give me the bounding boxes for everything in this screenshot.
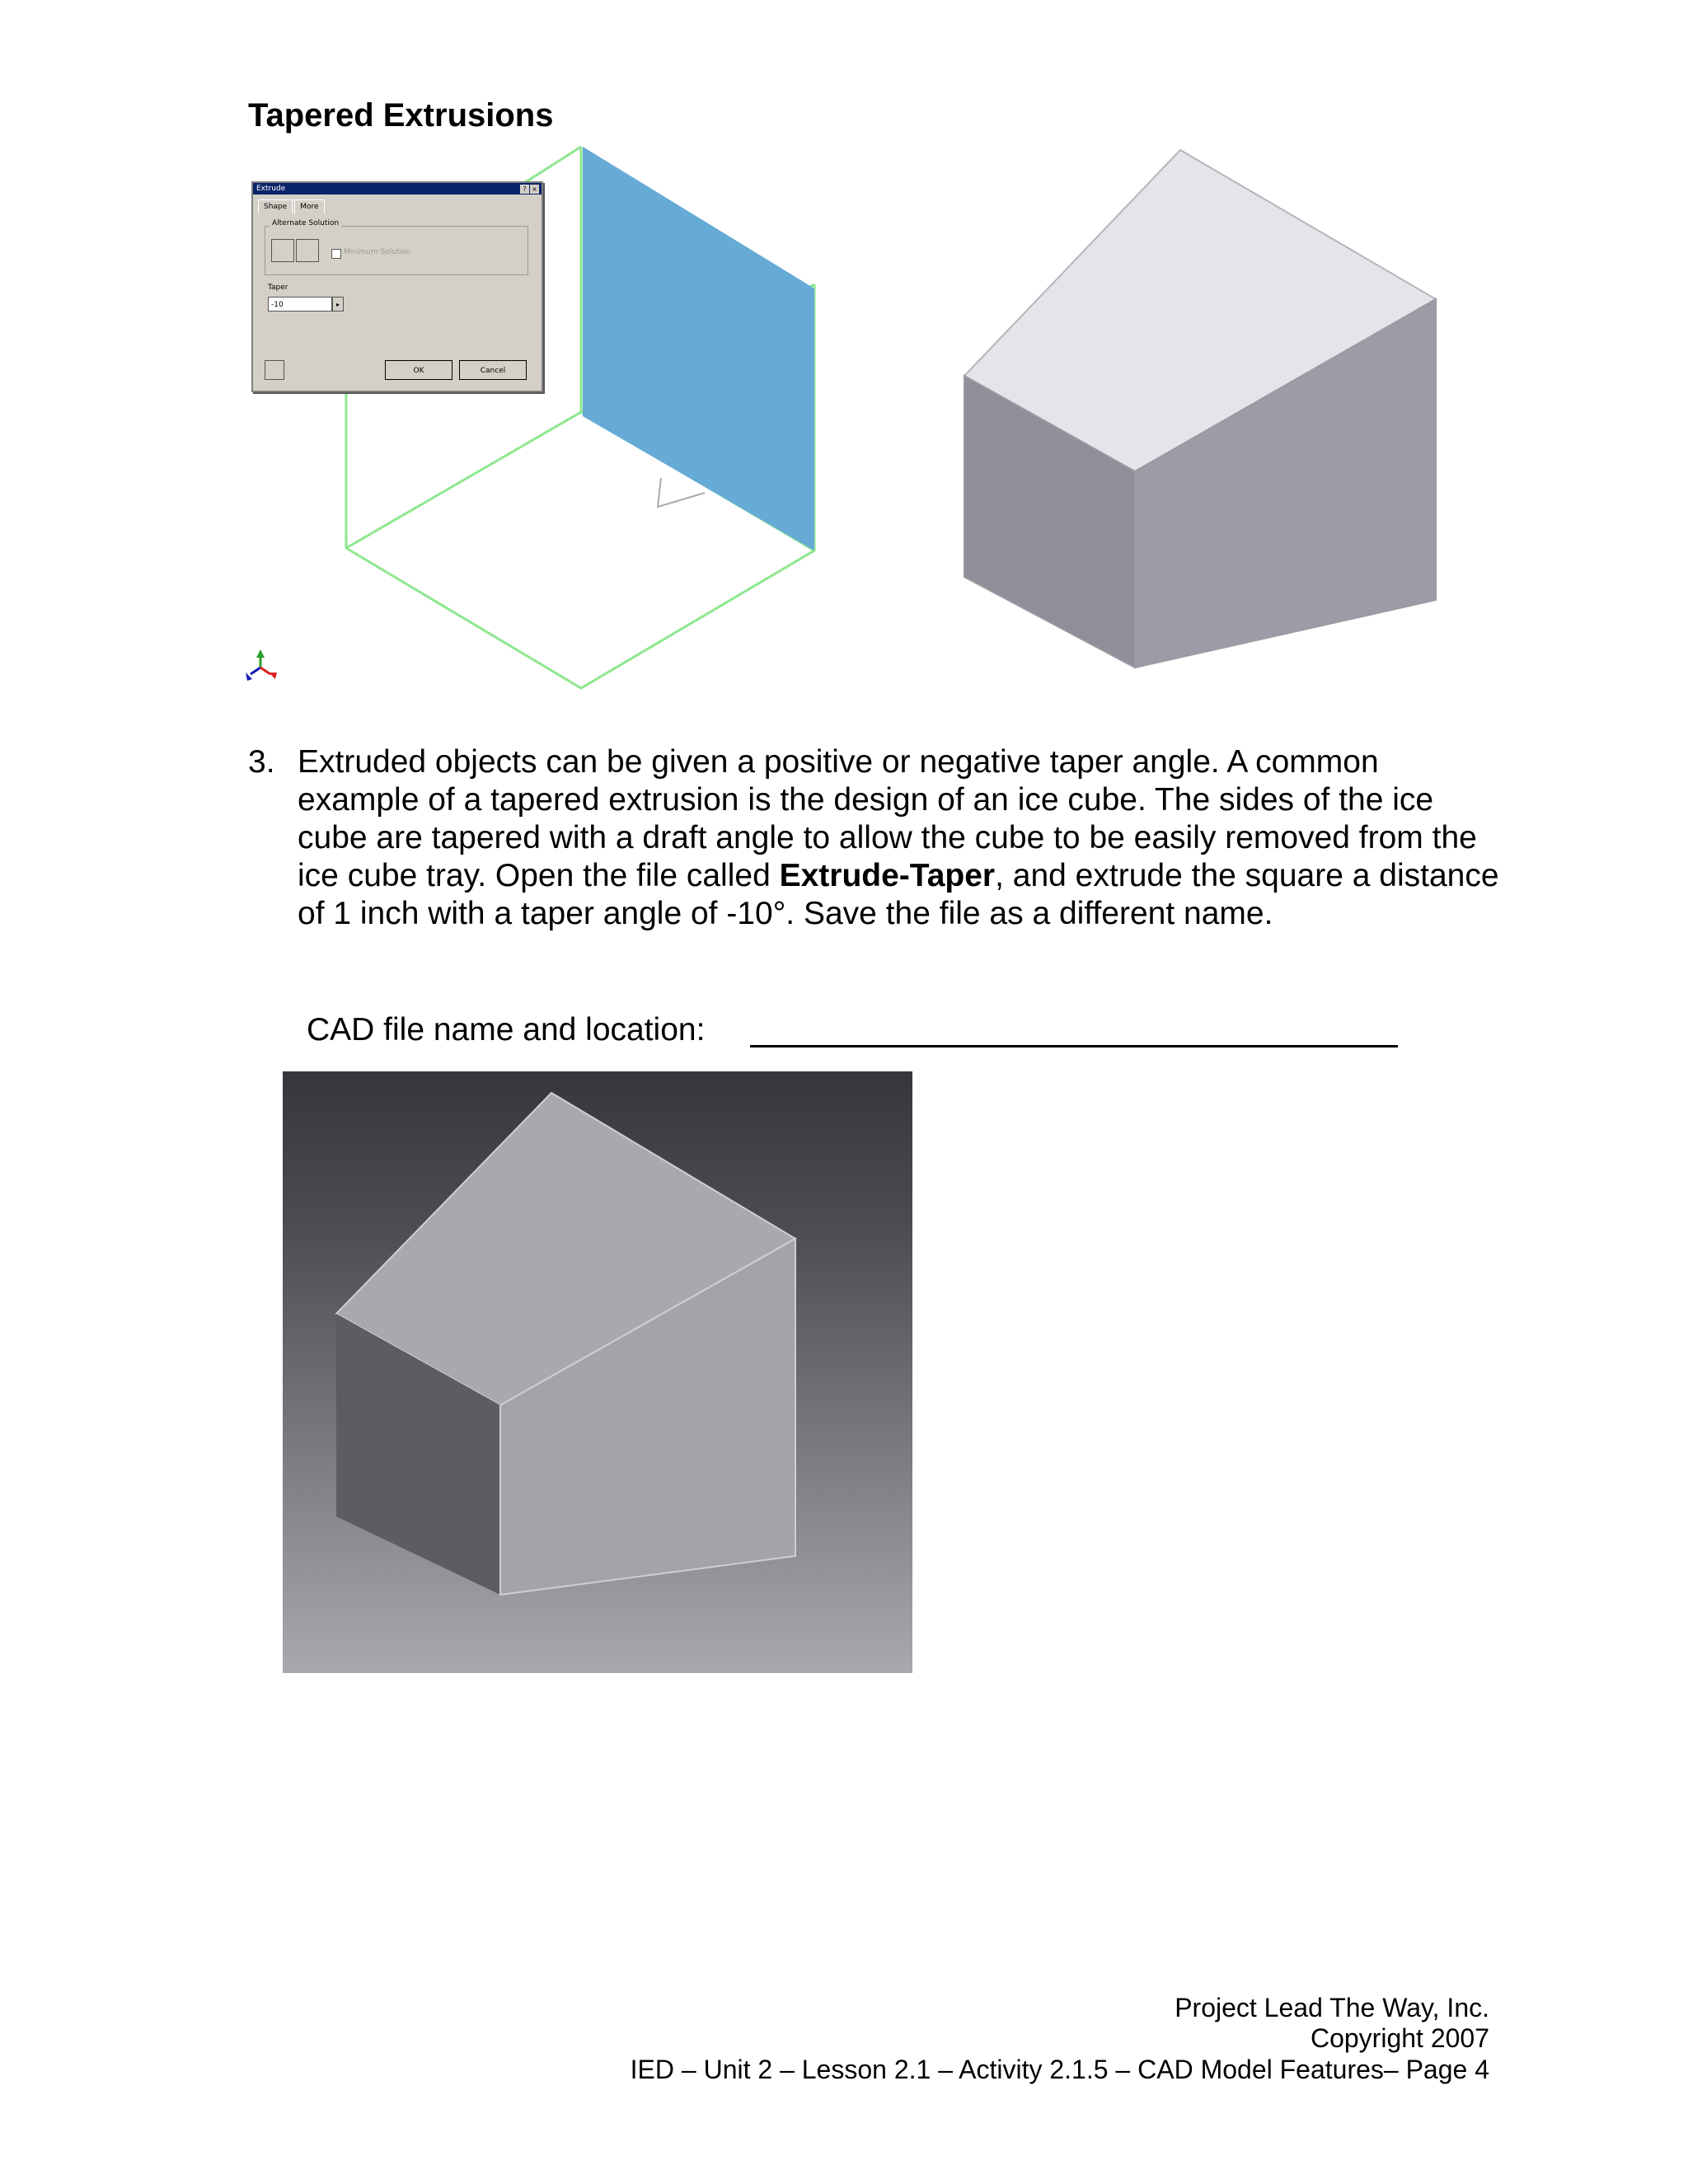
taper-label: Taper: [268, 284, 288, 292]
ok-button[interactable]: OK: [385, 360, 452, 380]
dialog-help-button[interactable]: [265, 360, 284, 380]
extrude-dialog: [251, 181, 543, 392]
footer-line-1: Project Lead The Way, Inc.: [1175, 1993, 1489, 2022]
solution-2-button[interactable]: [296, 239, 319, 262]
step-filename: Extrude-Taper: [779, 858, 996, 893]
dialog-titlebar: [253, 183, 542, 194]
solution-1-button[interactable]: [271, 239, 294, 262]
step-text-before: Extruded objects can be given a positive or negative taper angle. A common example of a tapered extrusion is the design of an ice cube. The sides of the ice cube are tapered with a draft angle to allow the cube to be easily removed from the ice cube tray. Open the file called: [298, 744, 1477, 893]
cad-render-screenshot: [283, 1071, 912, 1673]
tab-shape[interactable]: Shape: [258, 199, 293, 213]
step-text-after: , and extrude the square a distance of 1 inch with a taper angle of -10°. Save the file as a different name.: [298, 858, 1499, 931]
axis-triad-icon: [246, 649, 277, 681]
step-text: [298, 743, 1501, 933]
minimum-solution-label: Minimum Solution: [344, 248, 411, 256]
tapered-solid-figure: [956, 140, 1451, 684]
section-heading: Tapered Extrusions: [248, 97, 554, 134]
alternate-solution-label: Alternate Solution: [270, 219, 341, 227]
taper-input[interactable]: -10: [268, 297, 332, 312]
footer-line-2: Copyright 2007: [1310, 2023, 1489, 2053]
footer-line-3: IED – Unit 2 – Lesson 2.1 – Activity 2.1.5 – CAD Model Features– Page 4: [630, 2055, 1489, 2084]
minimum-solution-checkbox[interactable]: [331, 249, 341, 259]
cancel-button[interactable]: Cancel: [459, 360, 527, 380]
work-plane: [583, 147, 814, 551]
step-number: 3.: [248, 744, 275, 780]
close-icon[interactable]: ×: [530, 185, 539, 194]
tab-more[interactable]: More: [294, 199, 324, 213]
help-icon[interactable]: ?: [520, 185, 529, 194]
cad-file-label: CAD file name and location:: [307, 1012, 706, 1047]
rendered-solid: [283, 1071, 912, 1673]
cad-file-answer-line[interactable]: [750, 1045, 1398, 1047]
dialog-tabs: [258, 199, 326, 213]
dialog-title: Extrude: [256, 185, 286, 193]
taper-dropdown-icon[interactable]: ▸: [332, 297, 344, 312]
